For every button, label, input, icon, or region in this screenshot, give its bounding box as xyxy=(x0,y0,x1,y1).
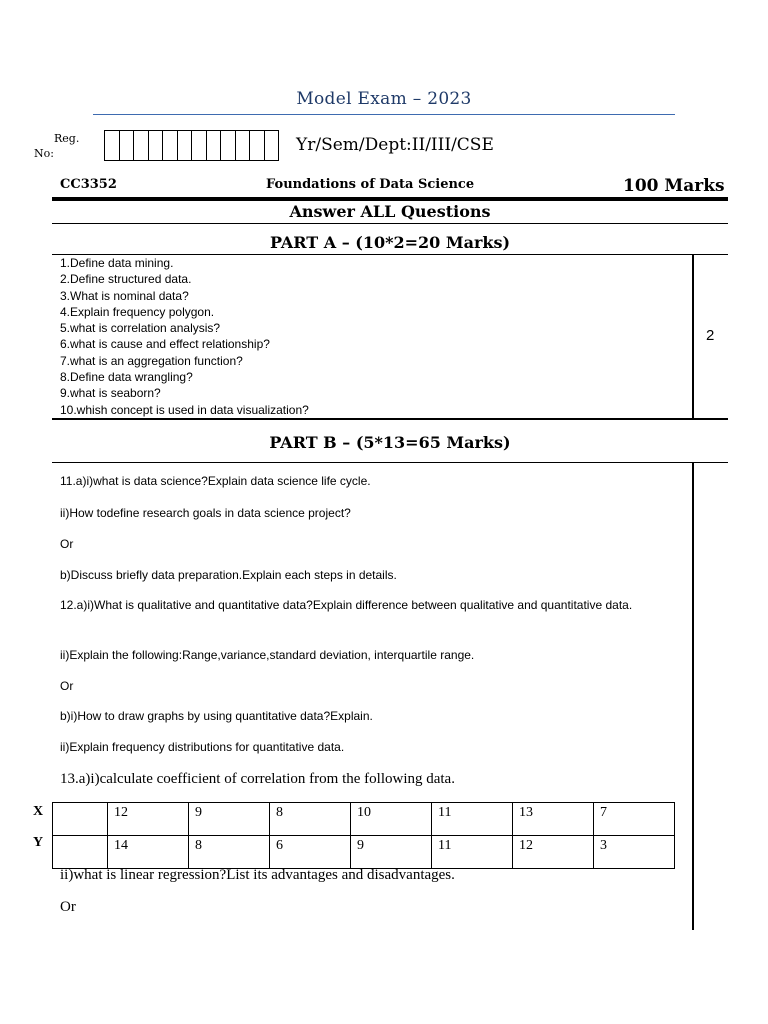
q11-a-i: 11.a)i)what is data science?Explain data science life cycle. xyxy=(60,474,371,488)
table-cell xyxy=(53,803,108,836)
q13-a-ii: ii)what is linear regression?List its advantages and disadvantages. xyxy=(60,867,455,883)
table-cell: 6 xyxy=(270,836,351,869)
title-underline xyxy=(93,114,675,115)
reg-box xyxy=(235,130,251,161)
part-b-top-rule xyxy=(52,462,728,463)
part-a-marks-each: 2 xyxy=(706,327,715,344)
reg-box xyxy=(162,130,178,161)
q12-or: Or xyxy=(60,679,74,693)
reg-box xyxy=(264,130,280,161)
list-item: 8.Define data wrangling? xyxy=(60,370,193,385)
divider xyxy=(52,223,728,224)
table-cell: 3 xyxy=(594,836,675,869)
list-item: 10.whish concept is used in data visualization? xyxy=(60,402,309,417)
list-item: 1.Define data mining. xyxy=(60,256,174,270)
reg-box xyxy=(191,130,207,161)
reg-box xyxy=(148,130,164,161)
table-cell: 7 xyxy=(594,803,675,836)
reg-no-boxes xyxy=(105,130,279,161)
table-cell: 11 xyxy=(432,836,513,869)
x-row-label: X xyxy=(33,804,44,819)
part-a-questions xyxy=(60,255,309,418)
q12-b-ii: ii)Explain frequency distributions for quantitative data. xyxy=(60,740,345,754)
q11-or: Or xyxy=(60,537,74,551)
q12-b-i: b)i)How to draw graphs by using quantitative data?Explain. xyxy=(60,709,373,723)
table-cell: 12 xyxy=(108,803,189,836)
table-cell: 9 xyxy=(351,836,432,869)
header-divider xyxy=(52,197,728,201)
reg-box xyxy=(220,130,236,161)
table-cell: 10 xyxy=(351,803,432,836)
reg-box xyxy=(177,130,193,161)
table-cell: 12 xyxy=(513,836,594,869)
table-cell: 13 xyxy=(513,803,594,836)
total-marks: 100 Marks xyxy=(623,176,725,196)
q13-or: Or xyxy=(60,899,76,915)
q13-a-i: 13.a)i)calculate coefficient of correlation from the following data. xyxy=(60,771,455,787)
list-item: 7.what is an aggregation function? xyxy=(60,353,243,368)
reg-box xyxy=(249,130,265,161)
correlation-data-table xyxy=(52,802,675,869)
marks-column-divider-b xyxy=(692,462,694,930)
marks-column-divider xyxy=(692,254,694,419)
reg-box xyxy=(119,130,135,161)
instruction: Answer ALL Questions xyxy=(289,202,491,221)
table-cell: 8 xyxy=(189,836,270,869)
reg-box xyxy=(133,130,149,161)
q11-a-ii: ii)How todefine research goals in data science project? xyxy=(60,506,351,520)
part-b-heading: PART B – (5*13=65 Marks) xyxy=(269,433,511,452)
reg-box xyxy=(206,130,222,161)
list-item: 5.what is correlation analysis? xyxy=(60,321,221,336)
table-cell: 8 xyxy=(270,803,351,836)
exam-title: Model Exam – 2023 xyxy=(296,89,472,109)
yr-sem-dept: Yr/Sem/Dept:II/III/CSE xyxy=(296,135,494,155)
list-item: 6.what is cause and effect relationship? xyxy=(60,337,270,352)
reg-label-line2: No: xyxy=(34,147,54,160)
list-item: 3.What is nominal data? xyxy=(60,288,189,303)
course-code: CC3352 xyxy=(60,177,117,192)
q12-a-ii: ii)Explain the following:Range,variance,standard deviation, interquartile range. xyxy=(60,648,475,662)
part-a-bottom-rule xyxy=(52,418,728,420)
table-cell: 11 xyxy=(432,803,513,836)
list-item: 4.Explain frequency polygon. xyxy=(60,304,215,319)
table-cell: 9 xyxy=(189,803,270,836)
course-name: Foundations of Data Science xyxy=(266,177,475,192)
list-item: 2.Define structured data. xyxy=(60,272,192,287)
part-a-heading: PART A – (10*2=20 Marks) xyxy=(269,233,511,252)
table-row xyxy=(53,803,675,836)
table-cell xyxy=(53,836,108,869)
table-cell: 14 xyxy=(108,836,189,869)
y-row-label: Y xyxy=(33,835,44,850)
list-item: 9.what is seaborn? xyxy=(60,386,161,401)
table-row xyxy=(53,836,675,869)
reg-box xyxy=(104,130,120,161)
q11-b: b)Discuss briefly data preparation.Explain each steps in details. xyxy=(60,568,397,582)
q12-a-i: 12.a)i)What is qualitative and quantitative data?Explain difference between qualitative and quantitative data. xyxy=(60,598,633,612)
reg-label-line1: Reg. xyxy=(54,132,80,145)
reg-no-label xyxy=(34,131,79,161)
